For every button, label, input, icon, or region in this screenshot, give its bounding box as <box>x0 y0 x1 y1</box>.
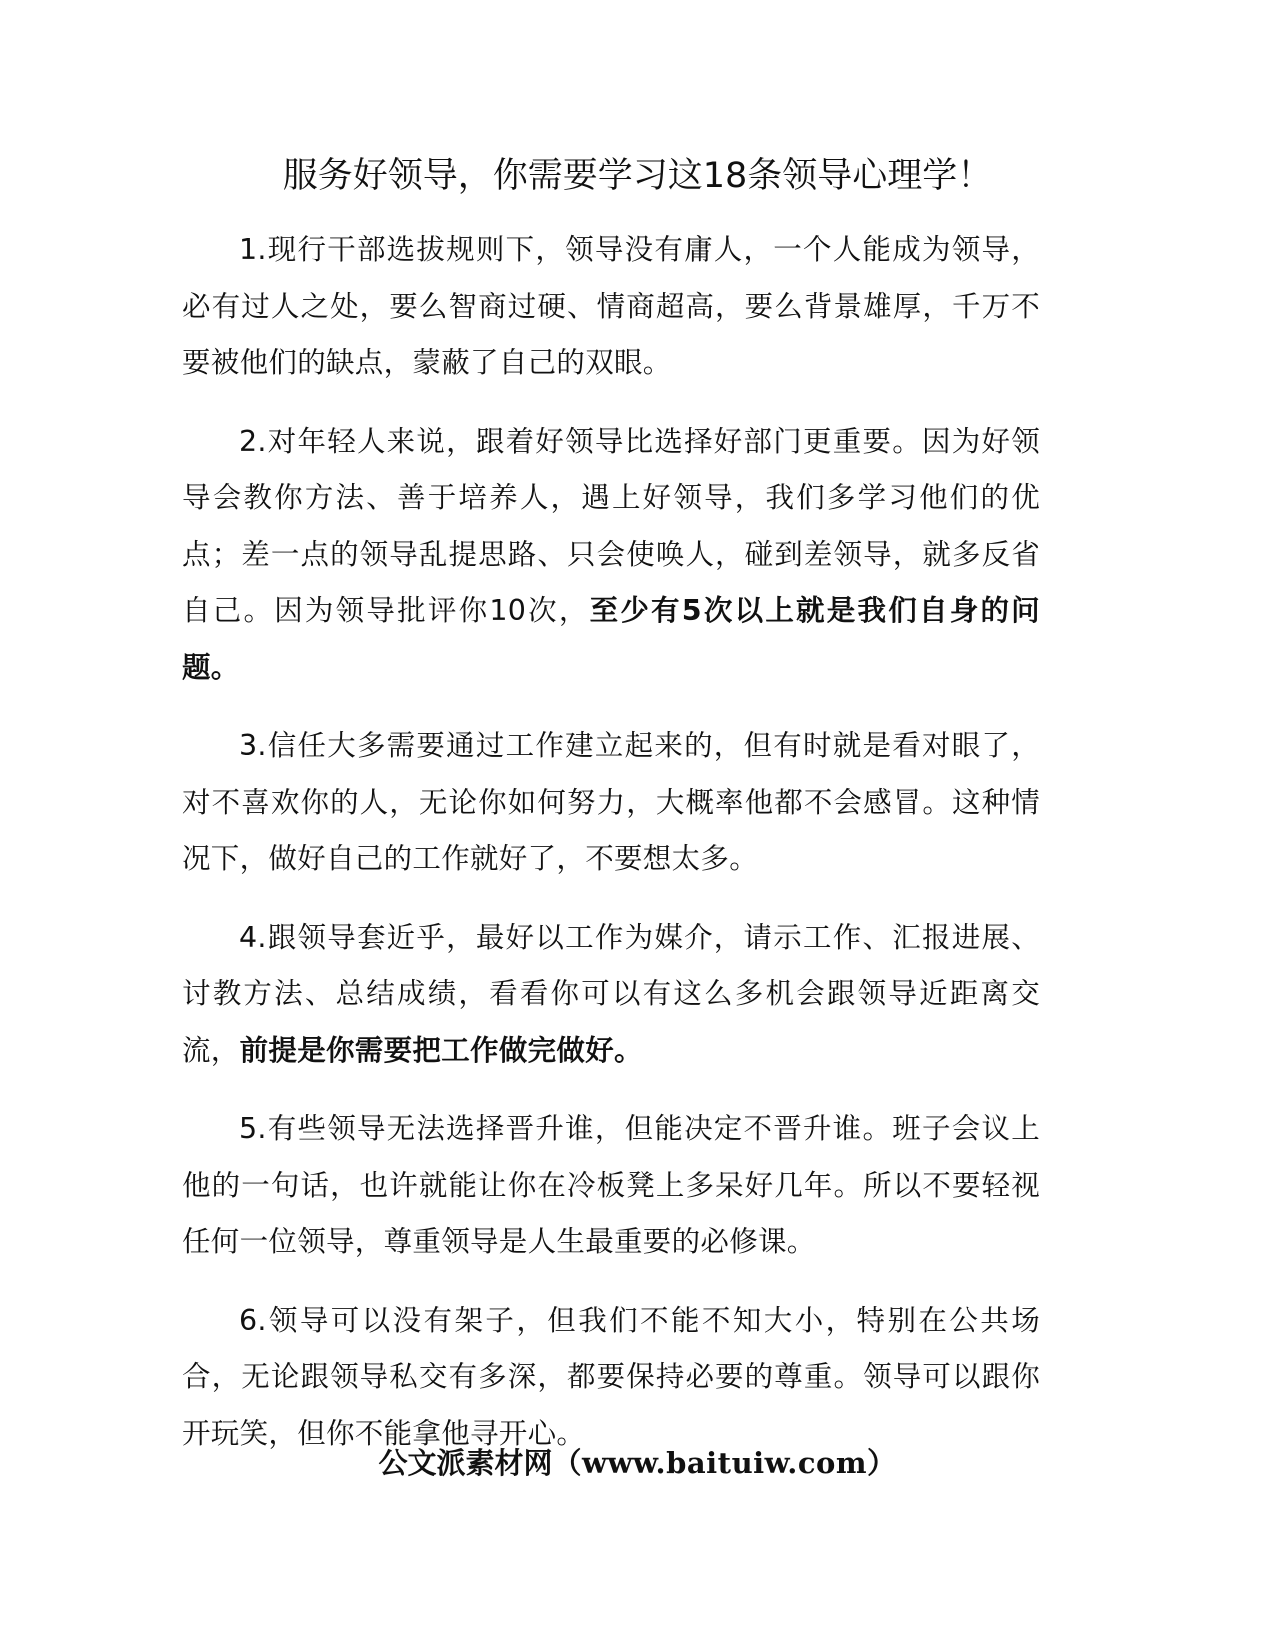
paragraph-2 <box>182 414 1040 697</box>
paragraph-4-text: 4.跟领导套近乎，最好以工作为媒介，请示工作、汇报进展、讨教方法、总结成绩，看看你可以有这么多机会跟领导近距离交流， <box>182 920 1040 1067</box>
paragraph-3-text: 3.信任大多需要通过工作建立起来的，但有时就是看对眼了，对不喜欢你的人，无论你如何努力，大概率他都不会感冒。这种情况下，做好自己的工作就好了，不要想太多。 <box>182 729 1040 875</box>
paragraph-2-text: 2.对年轻人来说，跟着好领导比选择好部门更重要。因为好领导会教你方法、善于培养人，遇上好领导，我们多学习他们的优点；差一点的领导乱提思路、只会使唤人，碰到差领导，就多反省自己。因为领导批评你10次， <box>182 424 1040 627</box>
paragraph-4 <box>182 910 1040 1080</box>
document-title: 服务好领导，你需要学习这18条领导心理学！ <box>282 156 993 196</box>
paragraph-1-text: 1.现行干部选拔规则下，领导没有庸人，一个人能成为领导，必有过人之处，要么智商过硬、情商超高，要么背景雄厚，千万不要被他们的缺点，蒙蔽了自己的双眼。 <box>182 233 1040 379</box>
paragraph-5-text: 5.有些领导无法选择晋升谁，但能决定不晋升谁。班子会议上他的一句话，也许就能让你在冷板凳上多呆好几年。所以不要轻视任何一位领导，尊重领导是人生最重要的必修课。 <box>182 1112 1040 1258</box>
paragraph-4-emphasis: 前提是你需要把工作做完做好。 <box>239 1033 643 1067</box>
footer-url: （www.baituiw.com） <box>552 1446 897 1480</box>
document-body <box>182 222 1040 1484</box>
footer-site-name: 公文派素材网 <box>378 1446 553 1480</box>
paragraph-6 <box>182 1293 1040 1463</box>
paragraph-1 <box>182 222 1040 392</box>
paragraph-6-text: 6.领导可以没有架子，但我们不能不知大小，特别在公共场合，无论跟领导私交有多深，都要保持必要的尊重。领导可以跟你开玩笑，但你不能拿他寻开心。 <box>182 1303 1040 1450</box>
paragraph-2-emphasis: 至少有5次以上就是我们自身的问题。 <box>182 594 1040 684</box>
paragraph-5 <box>182 1101 1040 1271</box>
footer-watermark <box>0 1443 1275 1483</box>
paragraph-3 <box>182 718 1040 888</box>
